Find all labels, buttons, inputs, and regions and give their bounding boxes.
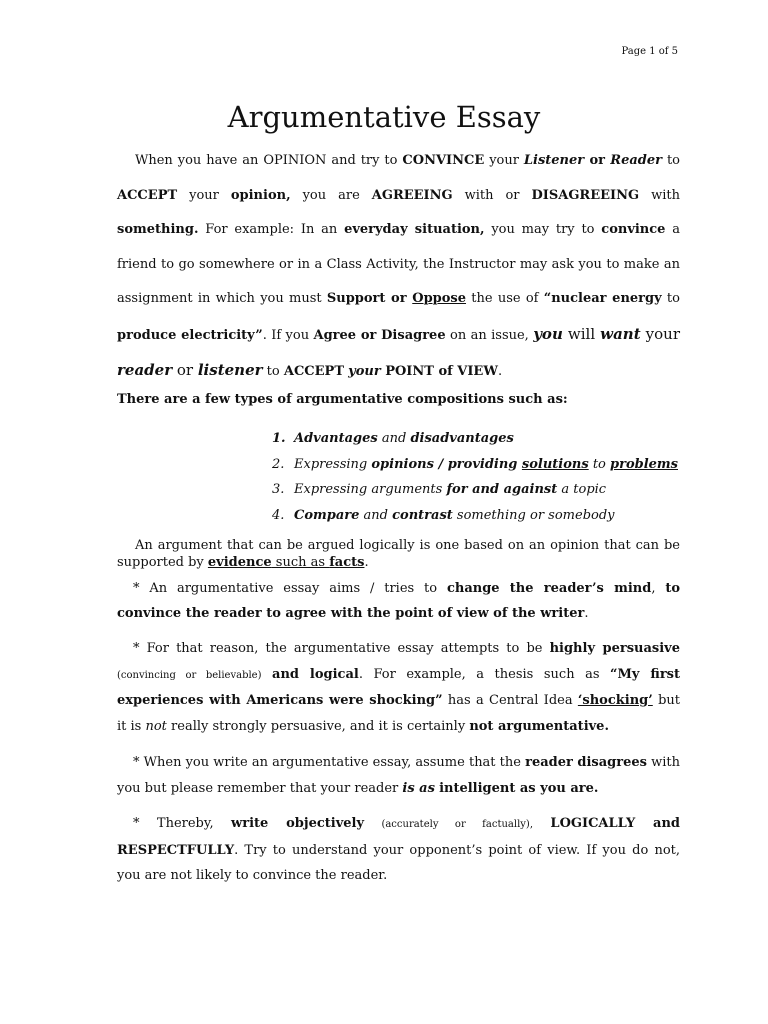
types-heading: There are a few types of argumentative compositions such as:	[117, 392, 568, 407]
reader-paragraph: * When you write an argumentative essay, assume that the reader disagrees with you but please remember that your reader is as intelligent as you are.	[117, 755, 680, 796]
aim-paragraph: * An argumentative essay aims / tries to change the reader’s mind, to convince the reader to agree with the point of view of the writer.	[117, 581, 680, 621]
intro-paragraph: When you have an OPINION and try to CONVINCE your Listener or Reader to ACCEPT your opinion, you are AGREEING with or DISAGREEING with something. For example: In an everyday situation, you may try to convince a friend to go somewhere or in a Class Activity, the Instructor may ask you to make an assignment in which you must Support or Oppose the use of “nuclear energy to produce electricity”. If you Agree or Disagree on an issue, you will want your reader or listener to ACCEPT your POINT of VIEW.	[117, 153, 680, 379]
list-item: 1. Advantages and disadvantages	[272, 431, 514, 446]
objective-paragraph: * Thereby, write objectively (accurately or factually), LOGICALLY and RESPECTFULLY. Try to understand your opponent’s point of view. If you do not, you are not likely to convince the reader.	[117, 816, 681, 883]
list-item: 3. Expressing arguments for and against a topic	[272, 482, 607, 497]
list-item: 4. Compare and contrast something or somebody	[272, 507, 615, 523]
page-title: Argumentative Essay	[227, 100, 541, 134]
persuasive-paragraph: * For that reason, the argumentative essay attempts to be highly persuasive (convincing or believable) and logical. For example, a thesis such as “My first experiences with Americans were shocking” has a Central Idea ‘shocking’ but it is not really strongly persuasive, and it is certainly not argumentative.	[117, 641, 680, 734]
types-list	[272, 426, 678, 528]
page-number: Page 1 of 5	[621, 46, 678, 57]
list-item: 2. Expressing opinions / providing solutions to problems	[272, 456, 678, 472]
argument-paragraph: An argument that can be argued logically is one based on an opinion that can be supported by evidence such as facts.	[117, 538, 680, 570]
